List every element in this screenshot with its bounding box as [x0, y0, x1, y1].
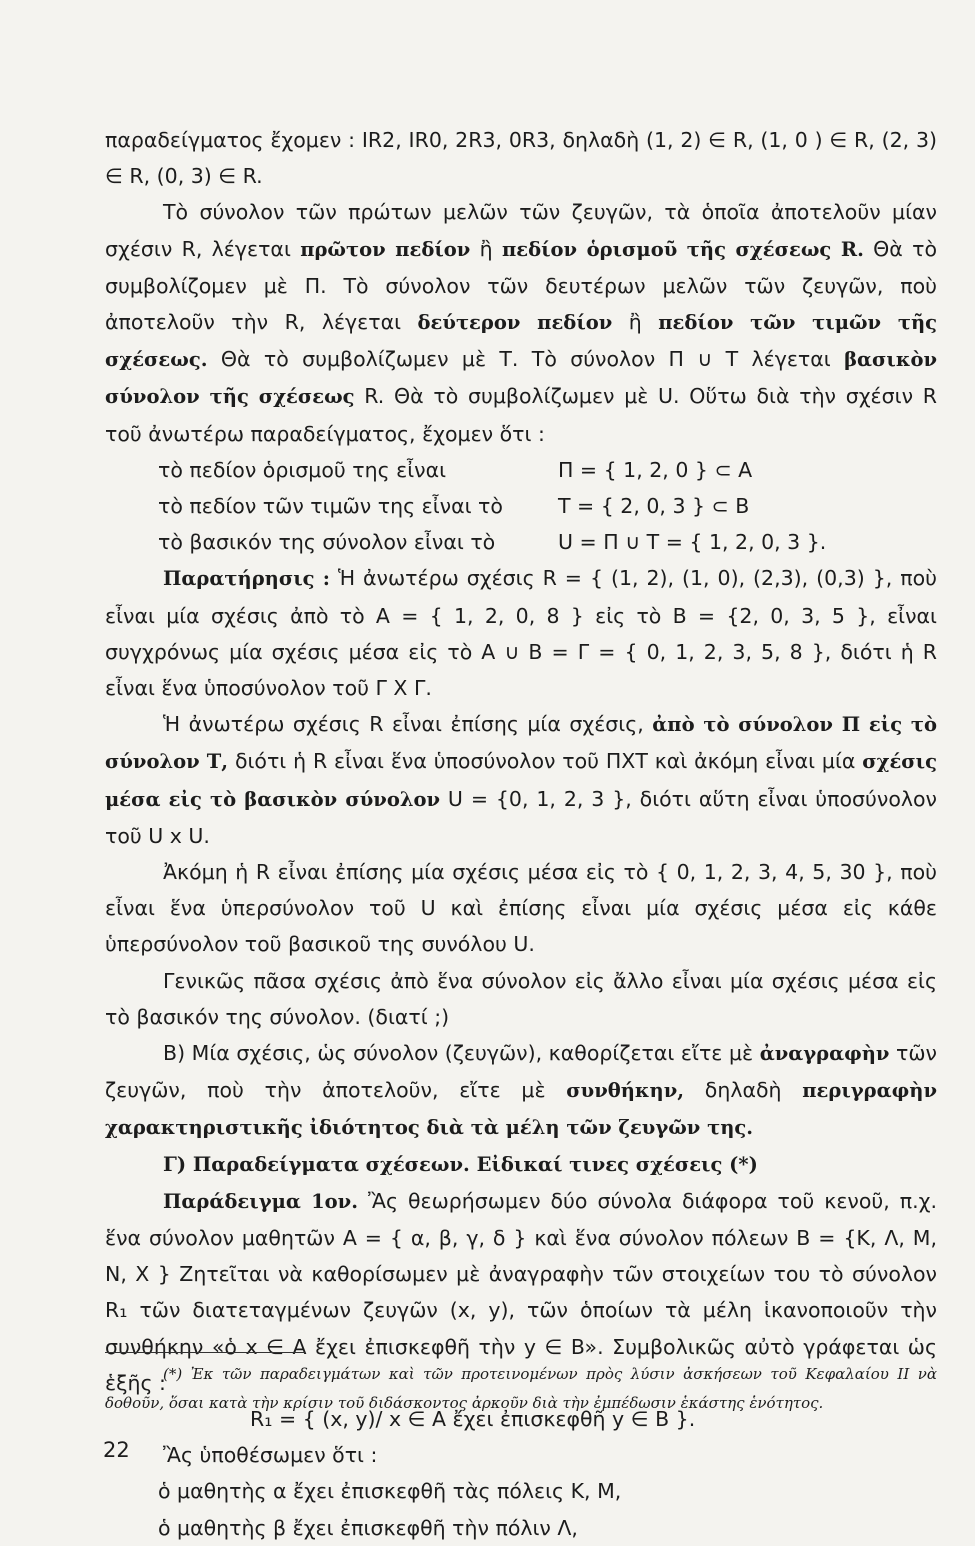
formula: R₁ = { (x, y)/ x ∈ A ἔχει ἐπισκεφθῆ y ∈ B }. — [250, 1407, 696, 1432]
text-run: ἢ — [612, 310, 659, 335]
table-row — [158, 488, 937, 524]
table-cell-label: τὸ πεδίον ὁρισμοῦ της εἶναι — [158, 457, 447, 482]
table-row — [158, 524, 937, 560]
bold-term: βασικὸν σύνολον τῆς σχέσεως — [105, 348, 937, 409]
bold-term: πεδίον τῶν τιμῶν τῆς σχέσεως. — [105, 311, 937, 372]
paragraph-remark — [105, 560, 937, 706]
bold-term: ἀναγραφὴν — [759, 1042, 890, 1066]
paragraph-9: Ἂς ὑποθέσωμεν ὅτι : — [163, 1443, 378, 1468]
footnote-divider — [105, 1352, 305, 1353]
table-cell-formula: U = Π ∪ T = { 1, 2, 0, 3 }. — [558, 530, 827, 555]
paragraph-1: παραδείγματος ἔχομεν : IR2, IR0, 2R3, 0R3, δηλαδὴ (1, 2) ∈ R, (1, 0 ) ∈ R, (2, 3) ∈ R, (0, 3) ∈ R. — [105, 128, 937, 189]
text-run: R. Θὰ τὸ συμβολίζωμεν μὲ U. Οὕτω διὰ τὴν σχέσιν R τοῦ ἀνωτέρω παραδείγματος, ἔχομεν ὅτι : — [105, 384, 937, 446]
list-item: ὁ μαθητὴς β ἔχει ἐπισκεφθῆ τὴν πόλιν Λ, — [158, 1515, 578, 1540]
bold-term: ἀπὸ τὸ σύνολον Π εἰς τὸ σύνολον Τ, — [105, 713, 938, 774]
table-cell-formula: Π = { 1, 2, 0 } ⊂ A — [558, 457, 753, 482]
section-heading: Γ) Παραδείγματα σχέσεων. Εἰδικαί τινες σχέσεις (*) — [163, 1152, 758, 1176]
assumption-list — [105, 1473, 937, 1545]
text-run: Ἡ ἀνωτέρω σχέσις R = { (1, 2), (1, 0), (2,3), (0,3) }, ποὺ εἶναι μία σχέσις ἀπὸ τὸ Α = { 1, 2, 0, 8 } εἰς τὸ Β = {2, 0, 3, 5 }, εἶναι συγχρόνως μία σχέσις μέσα εἰς τὸ Α ∪ Β = Γ = { 0, 1, 2, 3, 5, 8 }, διότι ἡ R εἶναι ἕνα ὑποσύνολον τοῦ Γ X Γ. — [105, 566, 937, 700]
page-number: 22 — [103, 1438, 130, 1462]
bold-term: συνθήκην, — [566, 1079, 685, 1103]
fields-table — [105, 452, 937, 561]
bold-term: Παράδειγμα 1ον. — [163, 1189, 358, 1213]
bold-term: σχέσις μέσα εἰς τὸ βασικὸν σύνολον — [105, 750, 937, 811]
paragraph-5: Ἀκόμη ἡ R εἶναι ἐπίσης μία σχέσις μέσα εἰς τὸ { 0, 1, 2, 3, 4, 5, 30 }, ποὺ εἶναι ἕνα ὑπερσύνολον τοῦ U καὶ ἐπίσης εἶναι μία σχέσις μέσα εἰς κάθε ὑπερσύνολον τοῦ βασικοῦ της συνόλου U. — [105, 860, 937, 957]
footnote — [105, 1360, 937, 1418]
table-cell-label: τὸ βασικόν της σύνολον εἶναι τὸ — [158, 530, 496, 555]
paragraph-2 — [105, 194, 937, 451]
text-run: Ἡ ἀνωτέρω σχέσις R εἶναι ἐπίσης μία σχέσις, — [163, 712, 653, 737]
table-row — [158, 452, 937, 488]
list-item: ὁ μαθητὴς α ἔχει ἐπισκεφθῆ τὰς πόλεις Κ, Μ, — [158, 1479, 622, 1504]
bold-term: πεδίον ὁρισμοῦ τῆς σχέσεως R. — [501, 237, 864, 261]
text-run: Β) Μία σχέσις, ὡς σύνολον (ζευγῶν), καθορίζεται εἴτε μὲ — [163, 1041, 760, 1066]
text-run: Ἂς θεωρήσωμεν δύο σύνολα διάφορα τοῦ κενοῦ, π.χ. ἕνα σύνολον μαθητῶν Α = { α, β, γ, δ } καὶ ἕνα σύνολον πόλεων Β = {Κ, Λ, Μ, Ν, Χ } Ζητεῖται νὰ καθορίσωμεν μὲ ἀναγραφὴν τῶν στοιχείων του τὸ σύνολον R₁ τῶν διατεταγμένων ζευγῶν (x, y), τῶν ὁποίων τὰ μέλη ἱκανοποιοῦν τὴν συνθήκην «ὁ x ∈ A ἔχει ἐπισκεφθῆ τὴν y ∈ B». Συμβολικῶς αὐτὸ γράφεται ὡς ἑξῆς : — [105, 1188, 937, 1395]
text-run: διότι ἡ R εἶναι ἕνα ὑποσύνολον τοῦ ΠΧΤ καὶ ἀκόμη εἶναι μία — [228, 749, 863, 774]
paragraph-7 — [105, 1035, 937, 1147]
text-run: ἢ — [470, 236, 502, 261]
bold-term: Παρατήρησις : — [163, 567, 330, 591]
paragraph-6: Γενικῶς πᾶσα σχέσις ἀπὸ ἕνα σύνολον εἰς ἄλλο εἶναι μία σχέσις μέσα εἰς τὸ βασικόν της σύνολον. (διατί ;) — [105, 968, 937, 1029]
footnote-text: (*) Ἐκ τῶν παραδειγμάτων καὶ τῶν προτεινομένων πρὸς λύσιν ἀσκήσεων τοῦ Κεφαλαίου II νὰ δοθοῦν, ὅσαι κατὰ τὴν κρίσιν τοῦ διδάσκοντος ἀρκοῦν διὰ τὴν ἐμπέδωσιν ἑκάστης ἑνότητος. — [105, 1365, 937, 1412]
table-cell-label: τὸ πεδίον τῶν τιμῶν της εἶναι τὸ — [158, 494, 503, 519]
body-text — [105, 122, 937, 1546]
paragraph-4 — [105, 706, 937, 854]
table-cell-formula: Τ = { 2, 0, 3 } ⊂ B — [558, 494, 750, 519]
bold-term: δεύτερον πεδίον — [417, 311, 613, 335]
text-run: τῶν ζευγῶν, ποὺ τὴν ἀποτελοῦν, εἴτε μὲ — [105, 1041, 937, 1103]
text-run: Θὰ τὸ συμβολίζομεν μὲ Π. Τὸ σύνολον τῶν δευτέρων μελῶν τῶν ζευγῶν, ποὺ ἀποτελοῦν τὴν R, λέγεται — [105, 236, 937, 335]
text-run: Θὰ τὸ συμβολίζωμεν μὲ Τ. Τὸ σύνολον Π ∪ Τ λέγεται — [207, 347, 845, 372]
bold-term: περιγραφὴν χαρακτηριστικῆς ἰδιότητος διὰ τὰ μέλη τῶν ζευγῶν της. — [105, 1079, 937, 1140]
text-run: Τὸ σύνολον τῶν πρώτων μελῶν τῶν ζευγῶν, τὰ ὁποῖα ἀποτελοῦν μίαν σχέσιν R, λέγεται — [105, 200, 937, 261]
bold-term: πρῶτον πεδίον — [300, 237, 471, 261]
text-run: U = {0, 1, 2, 3 }, διότι αὕτη εἶναι ὑποσύνολον τοῦ U x U. — [105, 786, 937, 848]
text-run: δηλαδὴ — [684, 1078, 803, 1103]
